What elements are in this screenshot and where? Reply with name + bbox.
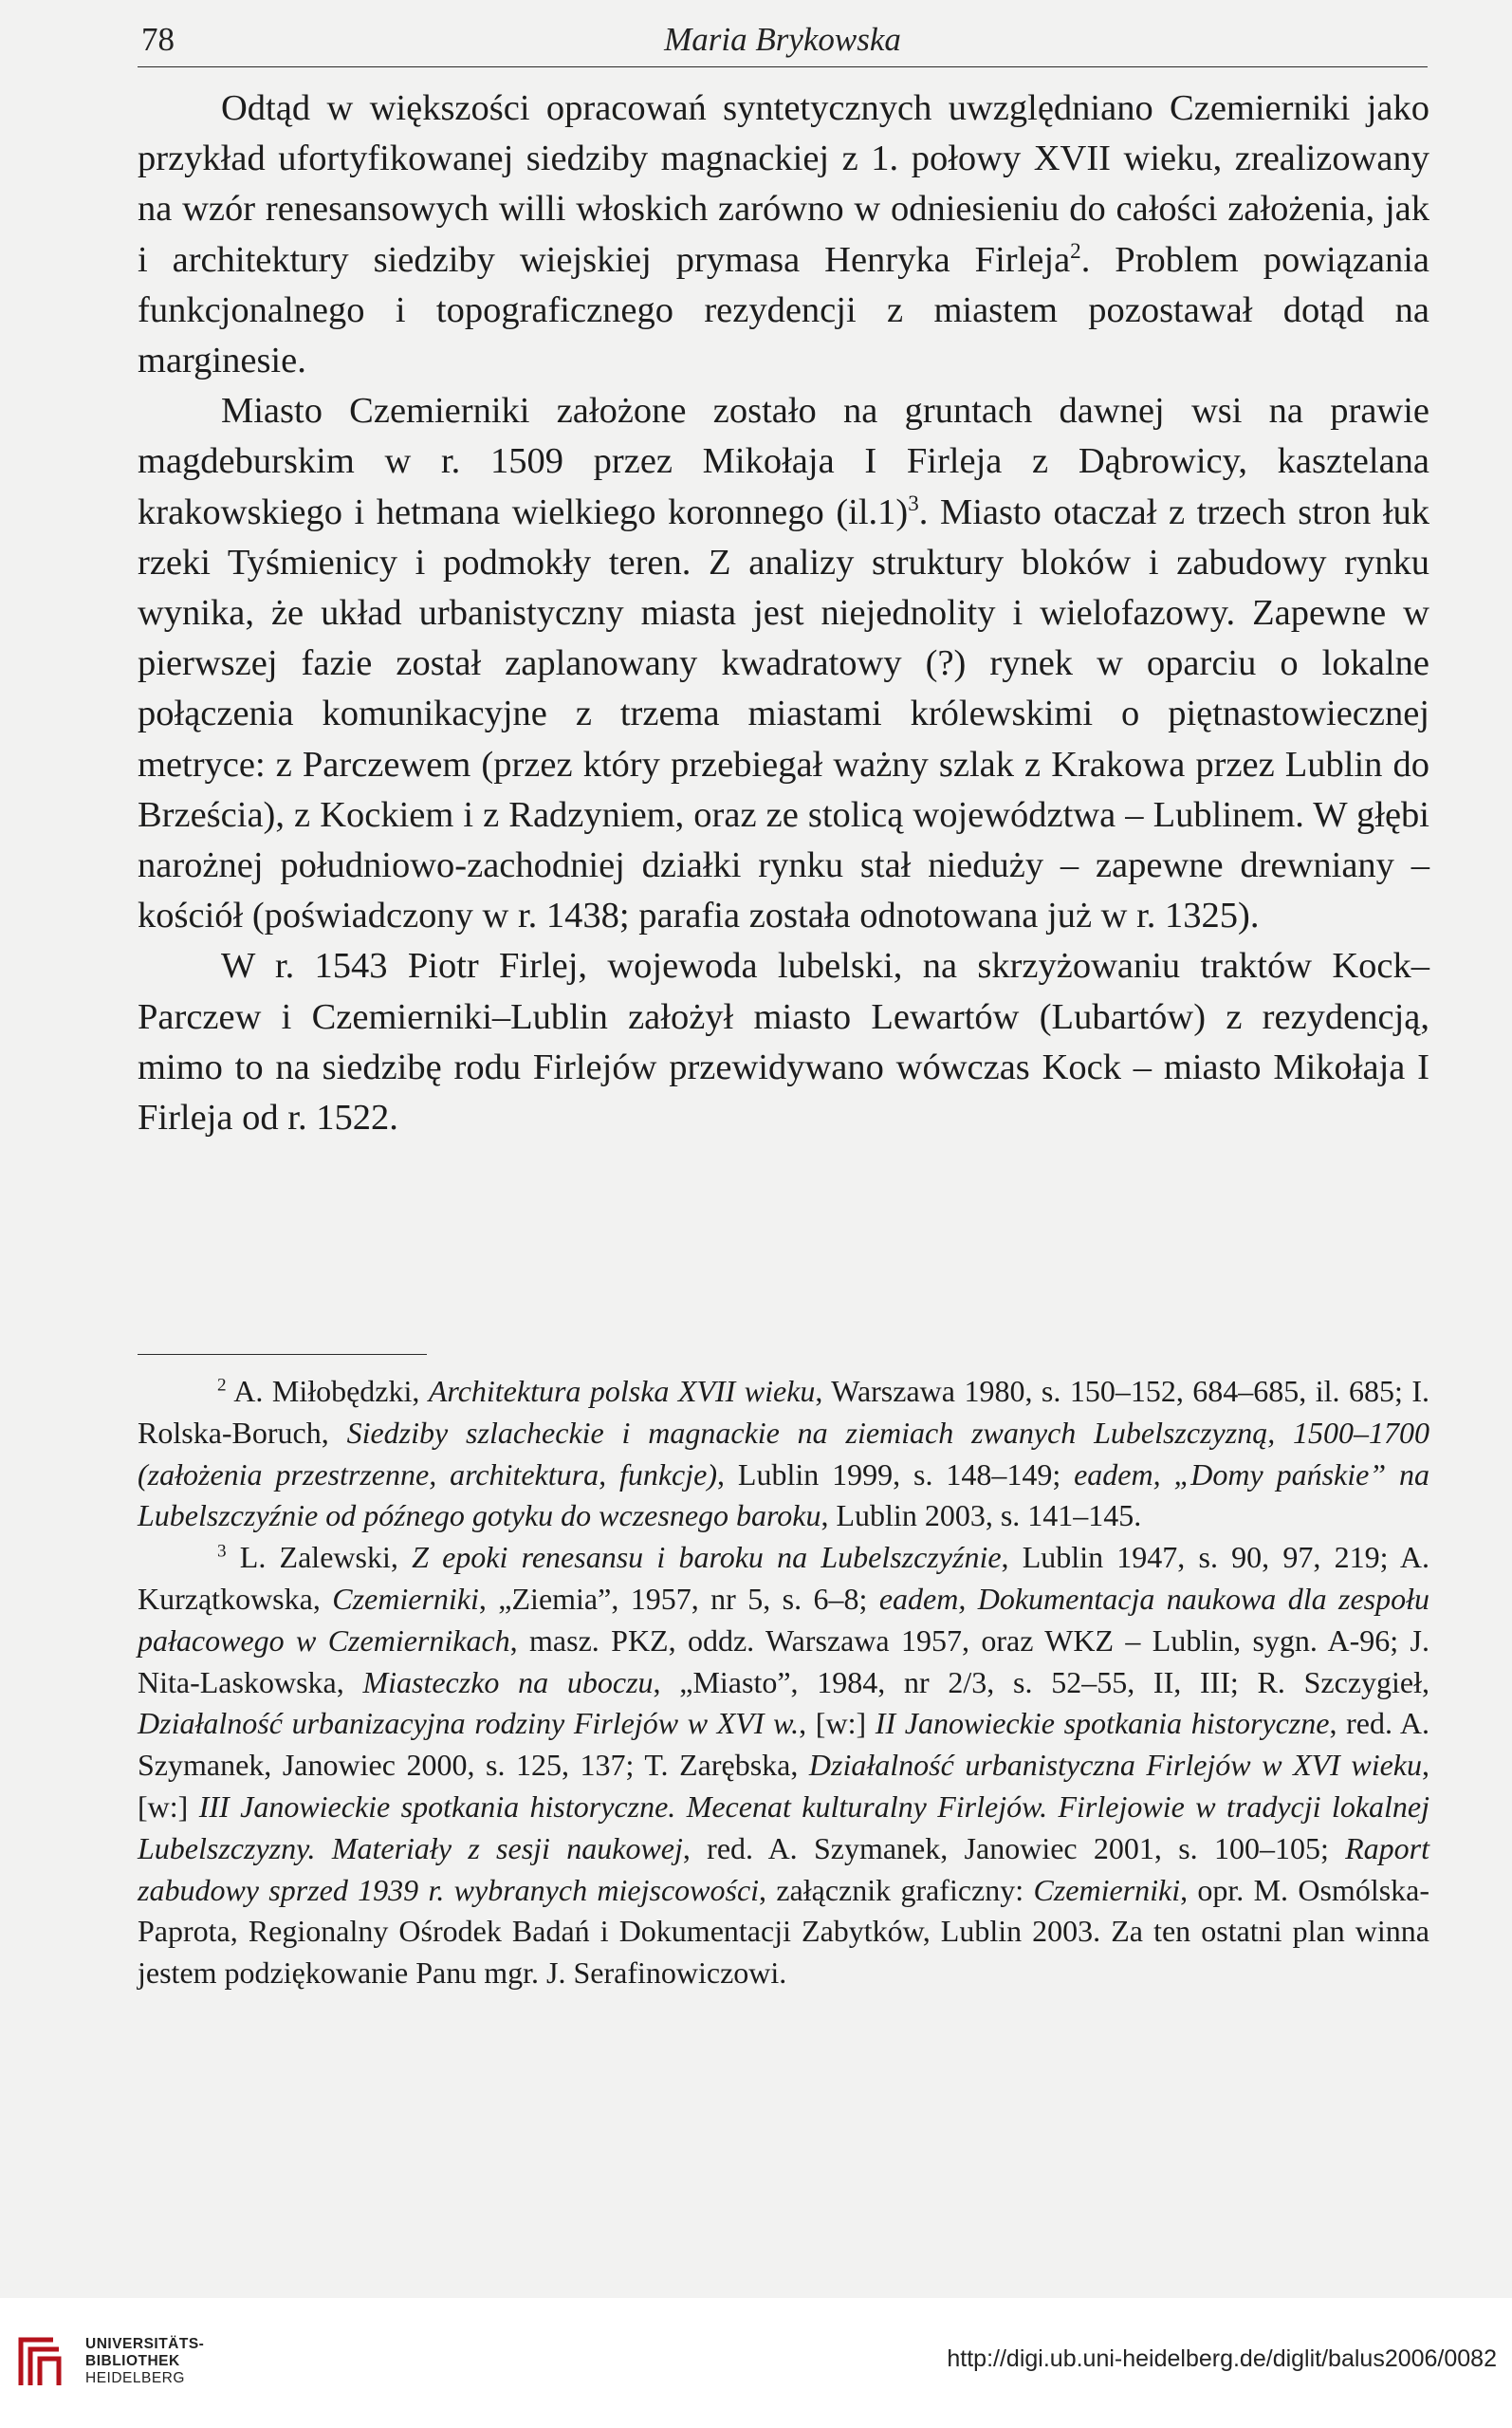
footnotes — [138, 1371, 1429, 1994]
footnote-number: 3 — [217, 1541, 227, 1562]
page-number: 78 — [141, 21, 175, 58]
paragraph-3: W r. 1543 Piotr Firlej, wojewoda lubelski, na skrzyżowaniu traktów Kock–Parczew i Czemierniki–Lublin założył miasto Lewartów (Lubartów) z rezydencją, mimo to na siedzibę rodu Firlejów przewidywano wówczas Kock – miasto Mikołaja I Firleja od r. 1522. — [138, 946, 1429, 1139]
footnote-2: $^2$ A. Miłobędzki, Architektura polska XVII wieku, Warszawa 1980, s. 150–152, 684–685, il. 685; I. Rolska-Boruch, Siedziby szlacheckie i magnackie na ziemiach zwanych Lubelszczyzną, 1500–1700 (założenia przestrzenne, architektura, funkcje), Lublin 1999, s. 148–149; eadem, „Domy pańskie” na Lubelszczyźnie od późnego gotyku do wczesnego baroku, Lublin 2003, s. 141–145. — [138, 1374, 1430, 1533]
paragraph-1: Odtąd w większości opracowań syntetycznych uwzględniano Czemierniki jako przykład ufortyfikowanej siedziby magnackiej z 1. połowy XVII wieku, zrealizowany na wzór renesansowych willi włoskich zarówno w odniesieniu do całości założenia, jak i architektury siedziby wiejskiej prymasa Henryka Firleja$^2$. Problem powiązania funkcjonalnego i topograficznego rezydencji z miastem pozostawał dotąd na marginesie. — [138, 88, 1430, 381]
footnote-3: $^3$ L. Zalewski, Z epoki renesansu i baroku na Lubelszczyźnie, Lublin 1947, s. 90, 97, 219; A. Kurzątkowska, Czemierniki, „Ziemia”, 1957, nr 5, s. 6–8; eadem, Dokumentacja naukowa dla zespołu pałacowego w Czemiernikach, masz. PKZ, oddz. Warszawa 1957, oraz WKZ – Lublin, sygn. A-96; J. Nita-Laskowska, Miasteczko na uboczu, „Miasto”, 1984, nr 2/3, s. 52–55, II, III; R. Szczygieł, Działalność urbanizacyjna rodziny Firlejów w XVI w., [w:] II Janowieckie spotkania historyczne, red. A. Szymanek, Janowiec 2000, s. 125, 137; T. Zarębska, Działalność urbanistyczna Firlejów w XVI wieku, [w:] III Janowieckie spotkania historyczne. Mecenat kulturalny Firlejów. Firlejowie w tradycji lokalnej Lubelszczyzny. Materiały z sesji naukowej, red. A. Szymanek, Janowiec 2001, s. 100–105; Raport zabudowy sprzed 1939 r. wybranych miejscowości, załącznik graficzny: Czemierniki, opr. M. Osmólska-Paprota, Regionalny Ośrodek Badań i Dokumentacji Zabytków, Lublin 2003. Za ten ostatni plan winna jestem podziękowanie Panu mgr. J. Serafinowiczowi. — [138, 1540, 1430, 1991]
body-text — [138, 83, 1429, 1143]
library-name: UNIVERSITÄTS- BIBLIOTHEK HEIDELBERG — [85, 2336, 205, 2386]
footnote-separator — [138, 1354, 427, 1355]
library-logo-icon[interactable] — [15, 2330, 65, 2389]
permalink-url[interactable]: http://digi.ub.uni-heidelberg.de/diglit/balus2006/0082 — [947, 2345, 1497, 2372]
footnote-number: 2 — [217, 1375, 227, 1396]
page-header — [138, 17, 1428, 67]
footnote-ref-2[interactable]: 2 — [1070, 237, 1081, 263]
running-head: Maria Brykowska — [664, 21, 901, 58]
viewer-footer — [0, 2298, 1512, 2428]
footnote-ref-3[interactable]: 3 — [908, 490, 919, 515]
paragraph-2: Miasto Czemierniki założone zostało na gruntach dawnej wsi na prawie magdeburskim w r. 1509 przez Mikołaja I Firleja z Dąbrowicy, kasztelana krakowskiego i hetmana wielkiego koronnego $(il.1)^3$. Miasto otaczał z trzech stron łuk rzeki Tyśmienicy i podmokły teren. Z analizy struktury bloków i zabudowy rynku wynika, że układ urbanistyczny miasta jest niejednolity i wielofazowy. Zapewne w pierwszej fazie został zaplanowany kwadratowy (?) rynek w oparciu o lokalne połączenia komunikacyjne z trzema miastami królewskimi o piętnastowiecznej metryce: z Parczewem (przez który przebiegał ważny szlak z Krakowa przez Lublin do Brześcia), z Kockiem i z Radzyniem, oraz ze stolicą województwa – Lublinem. W głębi narożnej południowo-zachodniej działki rynku stał nieduży – zapewne drewniany – kościół (poświadczony w r. 1438; parafia została odnotowana już w r. 1325). — [138, 391, 1429, 936]
